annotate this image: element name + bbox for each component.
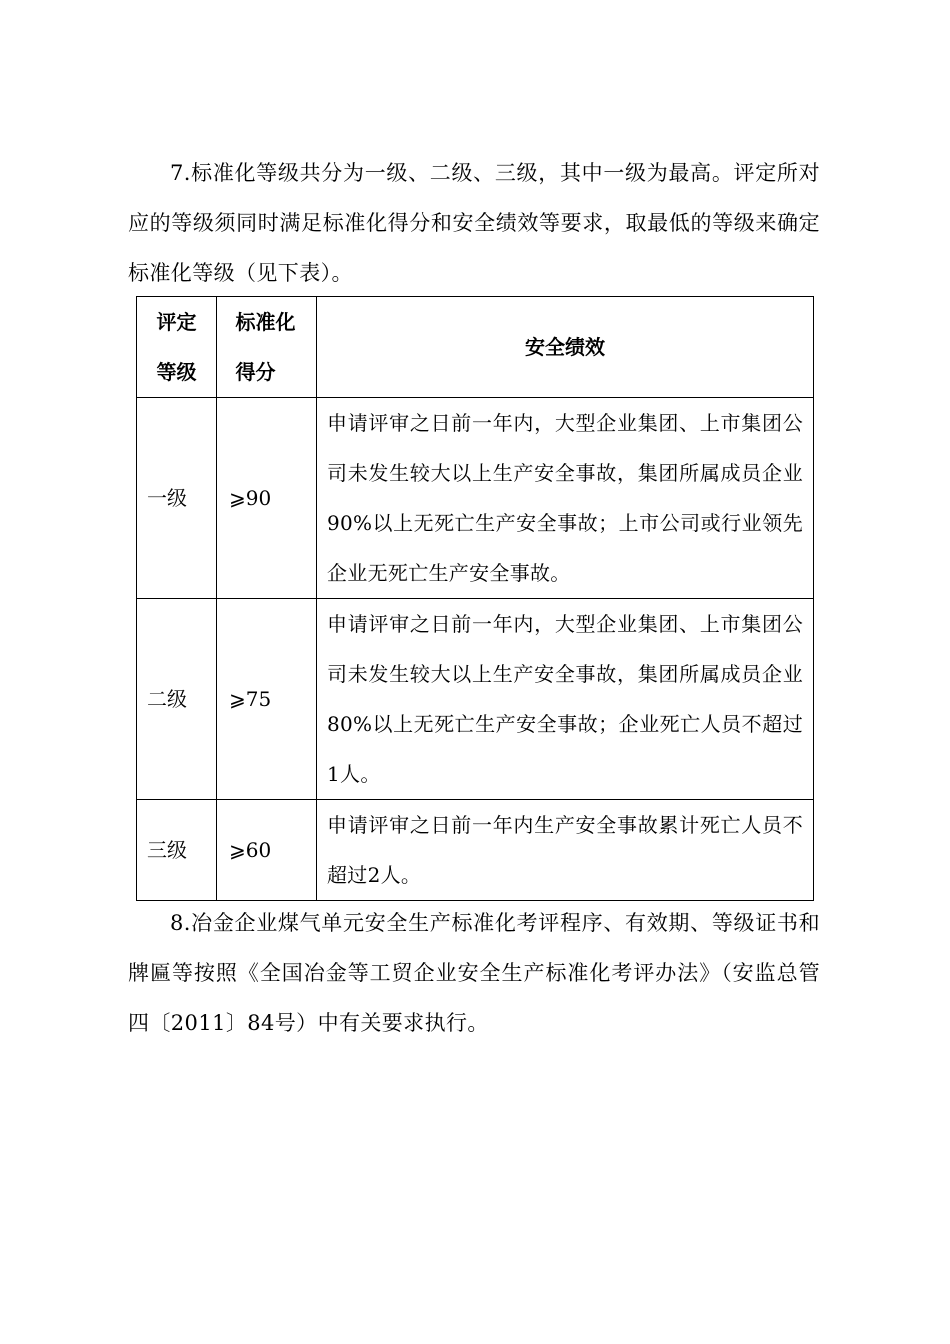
header-score — [217, 297, 317, 398]
score-cell: ⩾75 — [217, 599, 317, 800]
table-row — [137, 599, 814, 800]
score-cell: ⩾90 — [217, 398, 317, 599]
table-row — [137, 800, 814, 901]
performance-cell: 申请评审之日前一年内生产安全事故累计死亡人员不超过2人。 — [317, 800, 814, 901]
performance-cell: 申请评审之日前一年内，大型企业集团、上市集团公司未发生较大以上生产安全事故，集团所属成员企业90%以上无死亡生产安全事故；上市公司或行业领先企业无死亡生产安全事故。 — [317, 398, 814, 599]
score-cell: ⩾60 — [217, 800, 317, 901]
header-level-label: 评定等级 — [156, 310, 197, 384]
level-cell: 一级 — [137, 398, 217, 599]
level-cell: 二级 — [137, 599, 217, 800]
table-row — [137, 398, 814, 599]
header-score-label: 标准化得分 — [235, 310, 296, 384]
level-cell: 三级 — [137, 800, 217, 901]
grade-criteria-table — [136, 296, 814, 901]
table-header-row — [137, 297, 814, 398]
document-page — [128, 148, 820, 1035]
header-performance-label: 安全绩效 — [525, 335, 605, 359]
performance-cell: 申请评审之日前一年内，大型企业集团、上市集团公司未发生较大以上生产安全事故，集团所属成员企业80%以上无死亡生产安全事故；企业死亡人员不超过1人。 — [317, 599, 814, 800]
paragraph-7: 7.标准化等级共分为一级、二级、三级，其中一级为最高。评定所对应的等级须同时满足标准化得分和安全绩效等要求，取最低的等级来确定标准化等级（见下表）。 — [128, 161, 820, 285]
header-level — [137, 297, 217, 398]
paragraph-8: 8.冶金企业煤气单元安全生产标准化考评程序、有效期、等级证书和牌匾等按照《全国冶金等工贸企业安全生产标准化考评办法》（安监总管四〔2011〕84号）中有关要求执行。 — [128, 911, 820, 1035]
header-performance — [317, 297, 814, 398]
